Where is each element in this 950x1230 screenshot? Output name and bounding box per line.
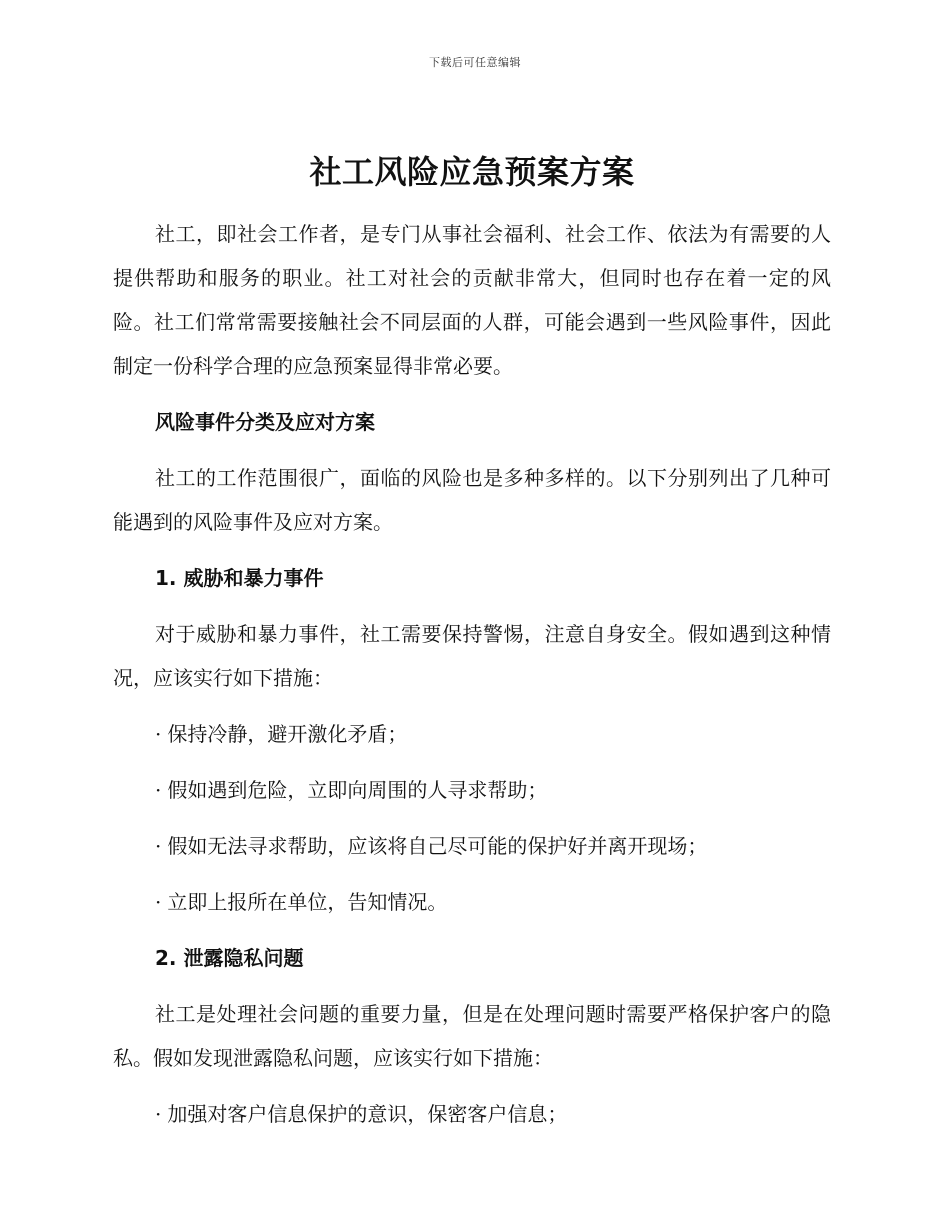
subsection-heading-threat-violence: 1. 威胁和暴力事件 [155, 566, 324, 590]
section-intro-paragraph: 社工的工作范围很广，面临的风险也是多种多样的。以下分别列出了几种可能遇到的风险事件及应对方案。 [113, 466, 831, 534]
list-item-text: 保持冷静，避开激化矛盾； [167, 722, 408, 746]
subsection-heading-privacy-leak: 2. 泄露隐私问题 [155, 946, 304, 970]
document-title: 社工风险应急预案方案 [309, 153, 635, 191]
list-item-text: 假如遇到危险，立即向周围的人寻求帮助； [167, 778, 548, 802]
bullet-dot-icon: · [155, 722, 162, 746]
list-item-text: 加强对客户信息保护的意识，保密客户信息； [167, 1102, 568, 1126]
bullet-dot-icon: · [155, 890, 162, 914]
threat-violence-paragraph: 对于威胁和暴力事件，社工需要保持警惕，注意自身安全。假如遇到这种情况，应该实行如下措施： [113, 622, 831, 690]
list-item [113, 1092, 831, 1136]
threat-violence-measures-list [113, 712, 831, 924]
section-heading: 风险事件分类及应对方案 [155, 410, 375, 434]
bullet-dot-icon: · [155, 1102, 162, 1126]
bullet-dot-icon: · [155, 834, 162, 858]
list-item [113, 768, 831, 812]
list-item-text: 假如无法寻求帮助，应该将自己尽可能的保护好并离开现场； [167, 834, 708, 858]
header-note: 下载后可任意编辑 [429, 56, 521, 69]
privacy-leak-measures-list [113, 1092, 831, 1136]
bullet-dot-icon: · [155, 778, 162, 802]
list-item [113, 824, 831, 868]
document-body [113, 148, 831, 1148]
list-item-text: 立即上报所在单位，告知情况。 [167, 890, 448, 914]
privacy-leak-paragraph: 社工是处理社会问题的重要力量，但是在处理问题时需要严格保护客户的隐私。假如发现泄露隐私问题，应该实行如下措施： [113, 1002, 831, 1070]
list-item [113, 880, 831, 924]
list-item [113, 712, 831, 756]
intro-paragraph: 社工，即社会工作者，是专门从事社会福利、社会工作、依法为有需要的人提供帮助和服务的职业。社工对社会的贡献非常大，但同时也存在着一定的风险。社工们常常需要接触社会不同层面的人群，可能会遇到一些风险事件，因此制定一份科学合理的应急预案显得非常必要。 [113, 222, 831, 378]
